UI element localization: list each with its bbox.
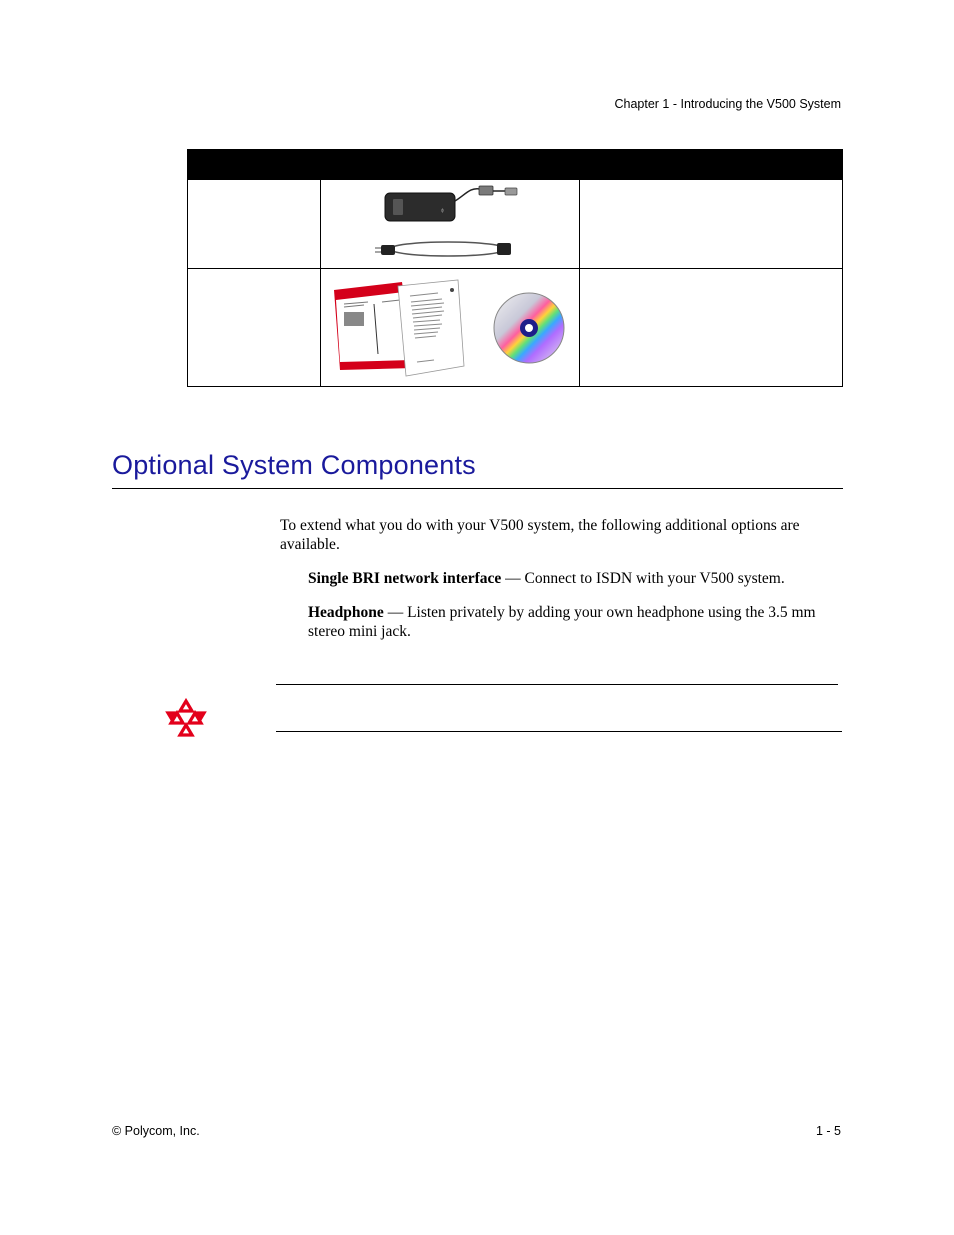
table-header-cell bbox=[321, 150, 580, 180]
table-cell bbox=[188, 269, 321, 387]
table-cell bbox=[321, 269, 580, 387]
section-title: Optional System Components bbox=[112, 450, 476, 480]
note-top-rule bbox=[276, 684, 838, 685]
power-adapter-image bbox=[375, 185, 525, 263]
svg-text:ɸ: ɸ bbox=[441, 208, 444, 214]
intro-paragraph: To extend what you do with your V500 system, the following additional options are available. bbox=[280, 517, 800, 553]
table-cell bbox=[580, 180, 843, 269]
option-item bbox=[308, 604, 838, 641]
cd-image bbox=[494, 293, 564, 363]
option-item bbox=[308, 570, 838, 589]
footer-copyright: © Polycom, Inc. bbox=[112, 1124, 200, 1138]
footer-page-number: 1 - 5 bbox=[815, 1124, 841, 1138]
table-header-cell bbox=[580, 150, 843, 180]
option-term: Single BRI network interface bbox=[308, 570, 502, 587]
table-row bbox=[188, 269, 843, 387]
option-description: — Listen privately by adding your own headphone using the 3.5 mm stereo mini jack. bbox=[308, 604, 816, 640]
table-header-cell bbox=[188, 150, 321, 180]
option-term: Headphone bbox=[308, 604, 384, 621]
documentation-image bbox=[334, 278, 566, 378]
components-table bbox=[187, 149, 843, 387]
running-header: Chapter 1 - Introducing the V500 System bbox=[614, 97, 841, 111]
table-row bbox=[188, 180, 843, 269]
table-header-row bbox=[188, 150, 843, 180]
option-description: — Connect to ISDN with your V500 system. bbox=[501, 570, 785, 587]
section-divider bbox=[112, 488, 843, 489]
table-cell bbox=[188, 180, 321, 269]
polycom-triangle-logo bbox=[164, 698, 208, 738]
table-cell bbox=[321, 180, 580, 269]
table-cell bbox=[580, 269, 843, 387]
note-bottom-rule bbox=[276, 731, 842, 732]
